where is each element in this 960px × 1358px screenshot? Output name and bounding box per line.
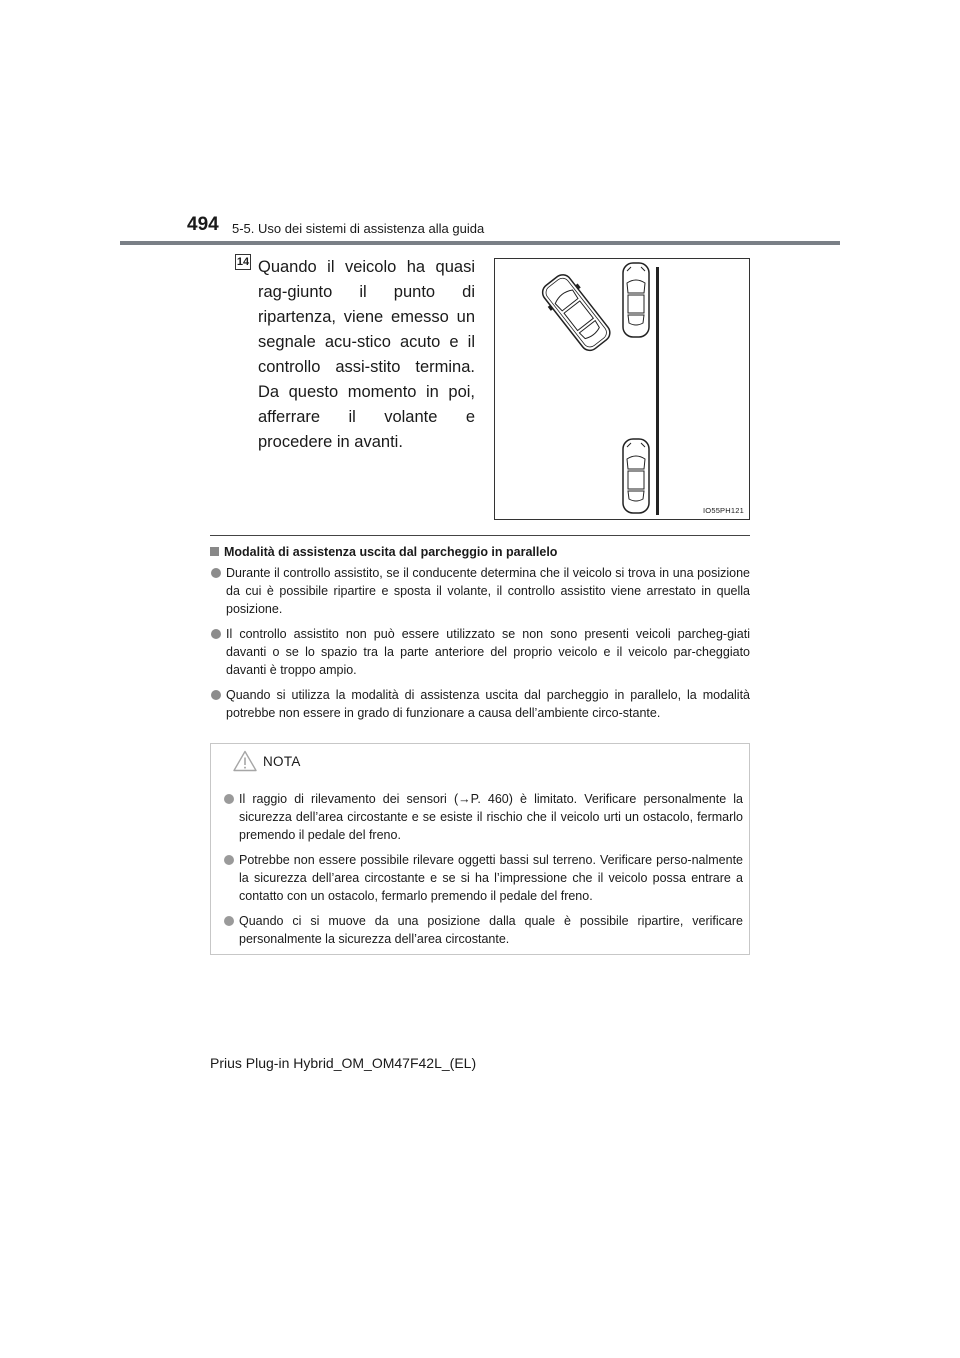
parking-diagram: [495, 259, 749, 519]
own-vehicle: [537, 269, 616, 355]
list-item-text: Potrebbe non essere possibile rilevare oggetti bassi sul terreno. Verificare perso-nalmente la sicurezza dell’area circostante e se si ha l’impressione che il veicolo possa entrare a contatto con un ostacolo, fermarlo premendo il pedale del freno.: [239, 853, 743, 903]
bullet-dot-icon: [224, 794, 234, 804]
warning-triangle-icon: [233, 750, 257, 772]
bullet-dot-icon: [211, 568, 221, 578]
step-text: Quando il veicolo ha quasi rag-giunto il punto di ripartenza, viene emesso un segnale acu-stico acuto e il controllo assi-stito termina. Da questo momento in poi, afferrare il volante e procedere in avanti.: [258, 258, 475, 451]
note-box: [210, 743, 750, 955]
section-title: 5-5. Uso dei sistemi di assistenza alla guida: [232, 221, 485, 236]
section-bullet-list: [210, 564, 750, 729]
note-title: NOTA: [263, 753, 301, 769]
list-item-text: Il controllo assistito non può essere utilizzato se non sono presenti veicoli parcheg-giati davanti o se lo spazio tra la parte anteriore del proprio veicolo e il veicolo par-cheggiato davanti è troppo ampio.: [226, 627, 750, 677]
bullet-dot-icon: [211, 690, 221, 700]
list-item: [210, 686, 750, 722]
footer-document-id: Prius Plug-in Hybrid_OM_OM47F42L_(EL): [210, 1055, 477, 1071]
list-item-text: Il raggio di rilevamento dei sensori (→P. 460) è limitato. Verificare personalmente la sicurezza dell’area circostante e se esiste il rischio che il veicolo urti un ostacolo, fermarlo premendo il pedale del freno.: [239, 792, 743, 842]
curb-line: [656, 267, 659, 515]
list-item: [210, 625, 750, 679]
header-rule: [120, 241, 840, 245]
parked-car-front: [623, 263, 649, 337]
list-item-text: Quando si utilizza la modalità di assistenza uscita dal parcheggio in parallelo, la modalità potrebbe non essere in grado di funzionare a causa dell’ambiente circo-stante.: [226, 688, 750, 720]
note-header: [233, 749, 301, 773]
parked-car-rear: [623, 439, 649, 513]
page-number: 494: [187, 214, 219, 235]
bullet-dot-icon: [211, 629, 221, 639]
square-bullet-icon: [210, 547, 219, 556]
list-item-text: Quando ci si muove da una posizione dalla quale è possibile ripartire, verificare personalmente la sicurezza dell’area circostante.: [239, 914, 743, 946]
section-divider: [210, 535, 750, 536]
section-heading: [210, 545, 557, 559]
list-item-text: Durante il controllo assistito, se il conducente determina che il veicolo si trova in una posizione da cui è possibile ripartire e sposta il volante, il controllo assistito viene arrestato in quella posizione.: [226, 566, 750, 616]
list-item: [223, 790, 743, 844]
parking-illustration: [494, 258, 750, 520]
list-item: [223, 851, 743, 905]
bullet-dot-icon: [224, 916, 234, 926]
list-item: [210, 564, 750, 618]
list-item: [223, 912, 743, 948]
step-number-badge: 14: [236, 256, 250, 268]
bullet-dot-icon: [224, 855, 234, 865]
figure-code: IO55PH121: [703, 506, 744, 515]
section-heading-text: Modalità di assistenza uscita dal parcheggio in parallelo: [224, 545, 558, 559]
note-bullet-list: [223, 790, 743, 955]
